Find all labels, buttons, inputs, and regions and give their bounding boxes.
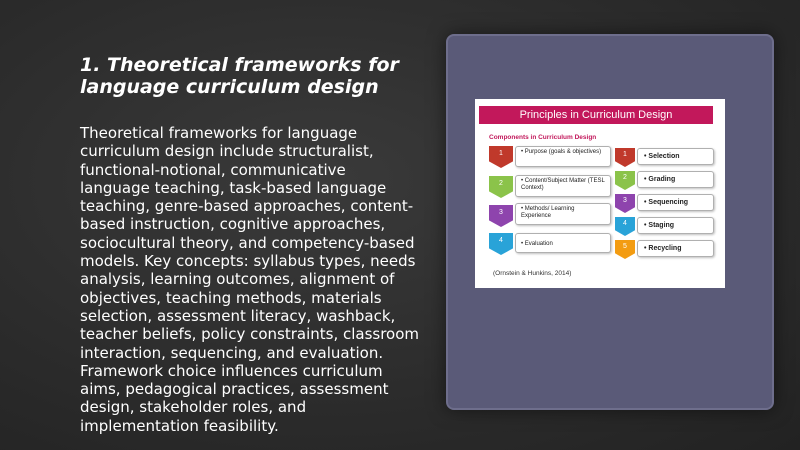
component-step-1 [489,146,513,168]
principle-number: 1 [623,151,627,158]
figure-citation: (Ornstein & Hunkins, 2014) [493,270,572,277]
figure-subtitle: Components in Curriculum Design [489,134,597,141]
component-number: 4 [499,237,503,244]
principle-box: • Sequencing [637,194,714,211]
principle-step-3 [615,194,635,213]
principle-step-5 [615,240,635,259]
figure-title: Principles in Curriculum Design [479,106,713,124]
component-box: • Content/Subject Matter (TESL Context) [515,175,611,197]
component-number: 1 [499,150,503,157]
component-number: 3 [499,209,503,216]
component-step-2 [489,176,513,198]
principle-number: 2 [623,174,627,181]
principle-number: 3 [623,197,627,204]
component-step-4 [489,233,513,255]
component-box: • Methods/ Learning Experience [515,203,611,225]
principle-box: • Recycling [637,240,714,257]
principle-box: • Grading [637,171,714,188]
slide-heading: 1. Theoretical frameworks for language curriculum design [80,54,399,98]
principle-number: 4 [623,220,627,227]
principle-number: 5 [623,243,627,250]
component-box: • Evaluation [515,233,611,253]
component-number: 2 [499,180,503,187]
principle-step-1 [615,148,635,167]
component-box: • Purpose (goals & objectives) [515,146,611,167]
body-paragraph: Theoretical frameworks for language curriculum design include structuralist, functional-notional, communicative language teaching, task-based language teaching, genre-based approaches, content-based instruction, cognitive approaches, sociocultural theory, and competency-based models. Key concepts: syllabus types, needs analysis, learning outcomes, alignment of objectives, teaching methods, materials selection, assessment literacy, washback, teacher beliefs, policy constraints, classroom interaction, sequencing, and evaluation. Framework choice influences curriculum aims, pedagogical practices, assessment design, stakeholder roles, and implementation feasibility. [80,124,420,435]
component-step-3 [489,205,513,227]
curriculum-design-figure [475,99,725,288]
principle-step-2 [615,171,635,190]
principle-box: • Selection [637,148,714,165]
principle-box: • Staging [637,217,714,234]
principle-step-4 [615,217,635,236]
